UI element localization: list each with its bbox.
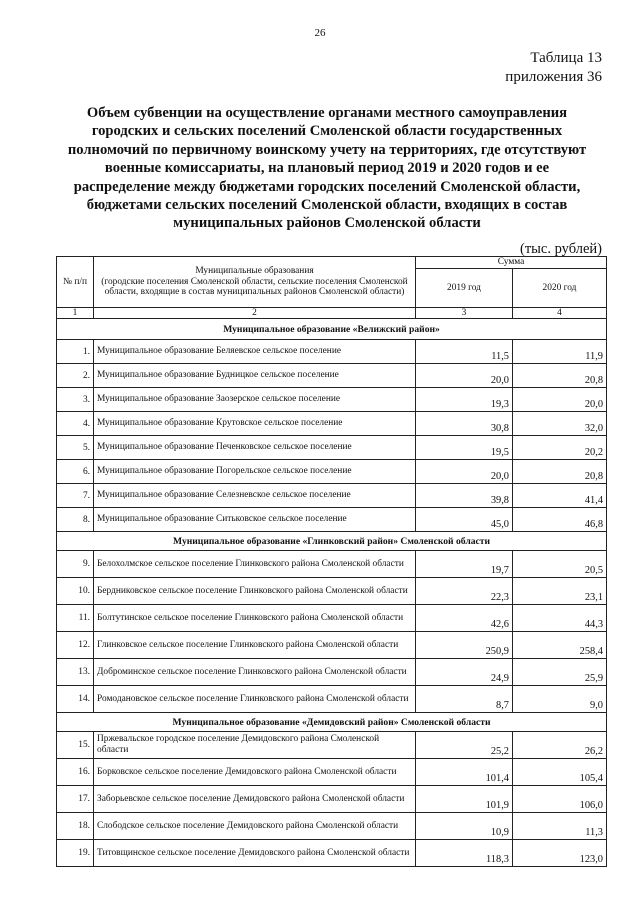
row-number: 4.: [57, 412, 94, 436]
row-value-2020: 41,4: [513, 484, 607, 508]
row-value-2020: 25,9: [513, 659, 607, 686]
table-row: [57, 388, 607, 412]
row-number: 17.: [57, 786, 94, 813]
row-value-2019: 20,0: [416, 364, 513, 388]
row-municipality-name: Бердниковское сельское поселение Глинковского района Смоленской области: [94, 578, 416, 605]
row-municipality-name: Титовщинское сельское поселение Демидовского района Смоленской области: [94, 840, 416, 867]
row-value-2019: 101,9: [416, 786, 513, 813]
row-number: 14.: [57, 686, 94, 713]
table-row: [57, 578, 607, 605]
table-row: [57, 605, 607, 632]
row-municipality-name: Муниципальное образование Печенковское сельское поселение: [94, 436, 416, 460]
table-row: [57, 759, 607, 786]
document-title: Объем субвенции на осуществление органами местного самоуправления городских и сельских поселений Смоленской области государственных полномочий по первичному воинскому учету на территориях, где отсутствуют военные комиссариаты, на плановый период 2019 и 2020 годов и ее распределение между бюджетами городских поселений Смоленской области, бюджетами сельских поселений Смоленской области, входящих в состав муниципальных районов Смоленской области: [67, 105, 587, 232]
col-index-3: 3: [416, 308, 513, 319]
section-row: [57, 532, 607, 551]
section-title: Муниципальное образование «Демидовский район» Смоленской области: [57, 713, 607, 732]
row-value-2020: 32,0: [513, 412, 607, 436]
table-row: [57, 686, 607, 713]
row-value-2019: 101,4: [416, 759, 513, 786]
row-value-2019: 20,0: [416, 460, 513, 484]
row-value-2020: 11,3: [513, 813, 607, 840]
table-row: [57, 508, 607, 532]
row-municipality-name: Муниципальное образование Погорельское сельское поселение: [94, 460, 416, 484]
table-row: [57, 659, 607, 686]
row-number: 12.: [57, 632, 94, 659]
row-value-2020: 20,2: [513, 436, 607, 460]
row-number: 15.: [57, 732, 94, 759]
table-row: [57, 364, 607, 388]
row-value-2020: 20,8: [513, 460, 607, 484]
row-number: 11.: [57, 605, 94, 632]
row-municipality-name: Глинковское сельское поселение Глинковского района Смоленской области: [94, 632, 416, 659]
header-municipality-line2: (городские поселения Смоленской области, сельские поселения Смоленской области, входящие в состав муниципальных районов Смоленской области): [101, 276, 408, 298]
row-value-2019: 118,3: [416, 840, 513, 867]
row-municipality-name: Пржевальское городское поселение Демидовского района Смоленской области: [94, 732, 416, 759]
table-row: [57, 632, 607, 659]
row-number: 8.: [57, 508, 94, 532]
row-number: 19.: [57, 840, 94, 867]
header-2019: 2019 год: [416, 269, 513, 308]
row-number: 18.: [57, 813, 94, 840]
row-value-2019: 11,5: [416, 340, 513, 364]
row-value-2019: 250,9: [416, 632, 513, 659]
row-municipality-name: Белохолмское сельское поселение Глинковского района Смоленской области: [94, 551, 416, 578]
row-value-2019: 19,7: [416, 551, 513, 578]
header-sum: Сумма: [416, 257, 607, 269]
table-row: [57, 813, 607, 840]
row-number: 5.: [57, 436, 94, 460]
section-title: Муниципальное образование «Велижский район»: [57, 319, 607, 340]
table-row: [57, 732, 607, 759]
row-value-2020: 44,3: [513, 605, 607, 632]
row-municipality-name: Муниципальное образование Селезневское сельское поселение: [94, 484, 416, 508]
row-value-2019: 8,7: [416, 686, 513, 713]
table-ref-line2: приложения 36: [505, 69, 602, 85]
row-municipality-name: Заборьевское сельское поселение Демидовского района Смоленской области: [94, 786, 416, 813]
table-row: [57, 786, 607, 813]
table-row: [57, 484, 607, 508]
subvention-table: [56, 256, 607, 867]
header-municipality-line1: Муниципальные образования: [195, 266, 314, 277]
row-value-2019: 22,3: [416, 578, 513, 605]
table-row: [57, 551, 607, 578]
header-2020: 2020 год: [513, 269, 607, 308]
row-value-2020: 46,8: [513, 508, 607, 532]
row-value-2020: 26,2: [513, 732, 607, 759]
header-num: № п/п: [57, 257, 94, 308]
col-index-4: 4: [513, 308, 607, 319]
table-body: [57, 319, 607, 867]
row-municipality-name: Ромодановское сельское поселение Глинковского района Смоленской области: [94, 686, 416, 713]
table-row: [57, 460, 607, 484]
row-value-2019: 42,6: [416, 605, 513, 632]
row-value-2019: 30,8: [416, 412, 513, 436]
row-value-2019: 45,0: [416, 508, 513, 532]
row-value-2020: 23,1: [513, 578, 607, 605]
row-value-2020: 11,9: [513, 340, 607, 364]
row-municipality-name: Муниципальное образование Беляевское сельское поселение: [94, 340, 416, 364]
table-row: [57, 840, 607, 867]
row-value-2020: 258,4: [513, 632, 607, 659]
col-index-2: 2: [94, 308, 416, 319]
row-municipality-name: Муниципальное образование Крутовское сельское поселение: [94, 412, 416, 436]
section-row: [57, 319, 607, 340]
page-number: 26: [314, 27, 326, 39]
row-value-2020: 20,5: [513, 551, 607, 578]
row-value-2020: 123,0: [513, 840, 607, 867]
row-number: 10.: [57, 578, 94, 605]
row-number: 16.: [57, 759, 94, 786]
row-number: 9.: [57, 551, 94, 578]
row-municipality-name: Слободское сельское поселение Демидовского района Смоленской области: [94, 813, 416, 840]
row-value-2020: 105,4: [513, 759, 607, 786]
row-number: 2.: [57, 364, 94, 388]
row-municipality-name: Доброминское сельское поселение Глинковского района Смоленской области: [94, 659, 416, 686]
row-number: 13.: [57, 659, 94, 686]
table-row: [57, 412, 607, 436]
row-value-2019: 19,3: [416, 388, 513, 412]
table-reference: [505, 49, 602, 87]
table-row: [57, 436, 607, 460]
row-number: 7.: [57, 484, 94, 508]
table-row: [57, 340, 607, 364]
row-municipality-name: Муниципальное образование Будницкое сельское поселение: [94, 364, 416, 388]
row-value-2019: 19,5: [416, 436, 513, 460]
row-value-2019: 24,9: [416, 659, 513, 686]
col-index-1: 1: [57, 308, 94, 319]
table-ref-line1: Таблица 13: [530, 50, 602, 66]
section-row: [57, 713, 607, 732]
row-municipality-name: Муниципальное образование Заозерское сельское поселение: [94, 388, 416, 412]
row-municipality-name: Муниципальное образование Ситьковское сельское поселение: [94, 508, 416, 532]
row-municipality-name: Болтутинское сельское поселение Глинковского района Смоленской области: [94, 605, 416, 632]
row-value-2019: 39,8: [416, 484, 513, 508]
row-number: 1.: [57, 340, 94, 364]
row-value-2020: 9,0: [513, 686, 607, 713]
row-number: 6.: [57, 460, 94, 484]
row-value-2019: 10,9: [416, 813, 513, 840]
row-municipality-name: Борковское сельское поселение Демидовского района Смоленской области: [94, 759, 416, 786]
unit-label: (тыс. рублей): [520, 241, 602, 257]
header-municipality: [94, 257, 416, 308]
row-value-2020: 20,8: [513, 364, 607, 388]
row-value-2020: 20,0: [513, 388, 607, 412]
row-number: 3.: [57, 388, 94, 412]
row-value-2019: 25,2: [416, 732, 513, 759]
row-value-2020: 106,0: [513, 786, 607, 813]
section-title: Муниципальное образование «Глинковский район» Смоленской области: [57, 532, 607, 551]
